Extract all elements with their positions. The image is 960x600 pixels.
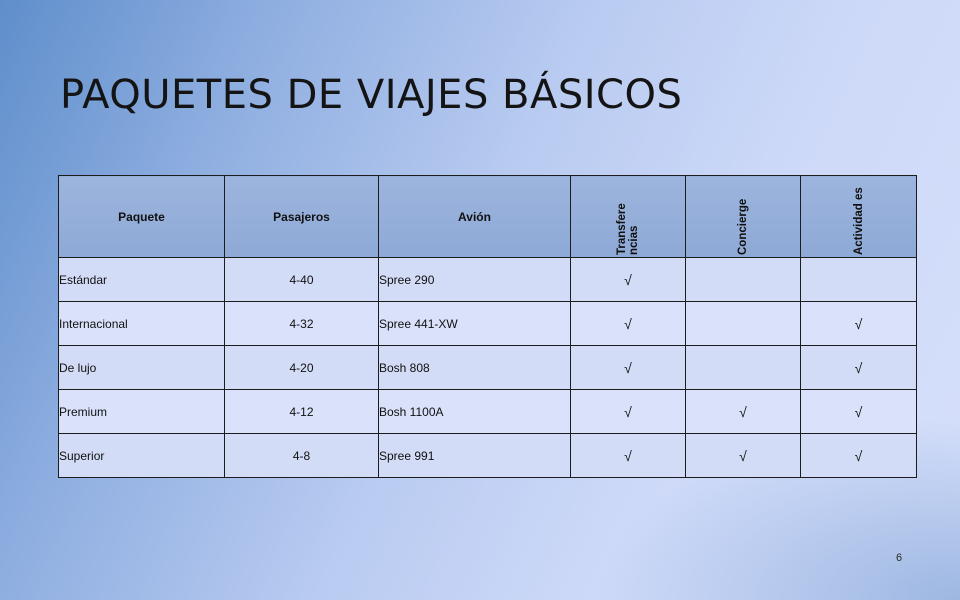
- packages-table: [58, 175, 917, 478]
- cell-avion: Spree 441-XW: [379, 302, 571, 346]
- header-transferencias-label: Transfere ncias: [616, 202, 640, 255]
- slide-title: PAQUETES DE VIAJES BÁSICOS: [60, 72, 683, 118]
- cell-transferencias: √: [571, 434, 686, 478]
- cell-actividades: √: [801, 390, 917, 434]
- cell-transferencias: √: [571, 390, 686, 434]
- table-row: [59, 434, 917, 478]
- cell-pasajeros: 4-40: [225, 258, 379, 302]
- table-header-row: [59, 176, 917, 258]
- cell-pasajeros: 4-20: [225, 346, 379, 390]
- table-row: [59, 346, 917, 390]
- header-transferencias: [571, 176, 686, 258]
- page-number: 6: [896, 552, 903, 564]
- cell-concierge: √: [686, 390, 801, 434]
- cell-actividades: √: [801, 346, 917, 390]
- cell-concierge: [686, 346, 801, 390]
- header-concierge-label: Concierge: [737, 198, 749, 255]
- cell-paquete: De lujo: [59, 346, 225, 390]
- cell-concierge: √: [686, 434, 801, 478]
- cell-paquete: Premium: [59, 390, 225, 434]
- header-avion: Avión: [379, 176, 571, 258]
- table-row: [59, 390, 917, 434]
- table-row: [59, 258, 917, 302]
- cell-transferencias: √: [571, 258, 686, 302]
- cell-pasajeros: 4-32: [225, 302, 379, 346]
- cell-actividades: √: [801, 302, 917, 346]
- cell-actividades: [801, 258, 917, 302]
- header-actividades: [801, 176, 917, 258]
- cell-avion: Spree 991: [379, 434, 571, 478]
- cell-avion: Bosh 1100A: [379, 390, 571, 434]
- header-paquete: Paquete: [59, 176, 225, 258]
- cell-paquete: Superior: [59, 434, 225, 478]
- cell-concierge: [686, 258, 801, 302]
- cell-pasajeros: 4-8: [225, 434, 379, 478]
- cell-paquete: Internacional: [59, 302, 225, 346]
- header-actividades-label: Actividad es: [852, 186, 865, 255]
- table-row: [59, 302, 917, 346]
- cell-avion: Spree 290: [379, 258, 571, 302]
- cell-paquete: Estándar: [59, 258, 225, 302]
- cell-avion: Bosh 808: [379, 346, 571, 390]
- header-concierge: [686, 176, 801, 258]
- cell-pasajeros: 4-12: [225, 390, 379, 434]
- cell-transferencias: √: [571, 302, 686, 346]
- cell-actividades: √: [801, 434, 917, 478]
- cell-transferencias: √: [571, 346, 686, 390]
- header-pasajeros: Pasajeros: [225, 176, 379, 258]
- cell-concierge: [686, 302, 801, 346]
